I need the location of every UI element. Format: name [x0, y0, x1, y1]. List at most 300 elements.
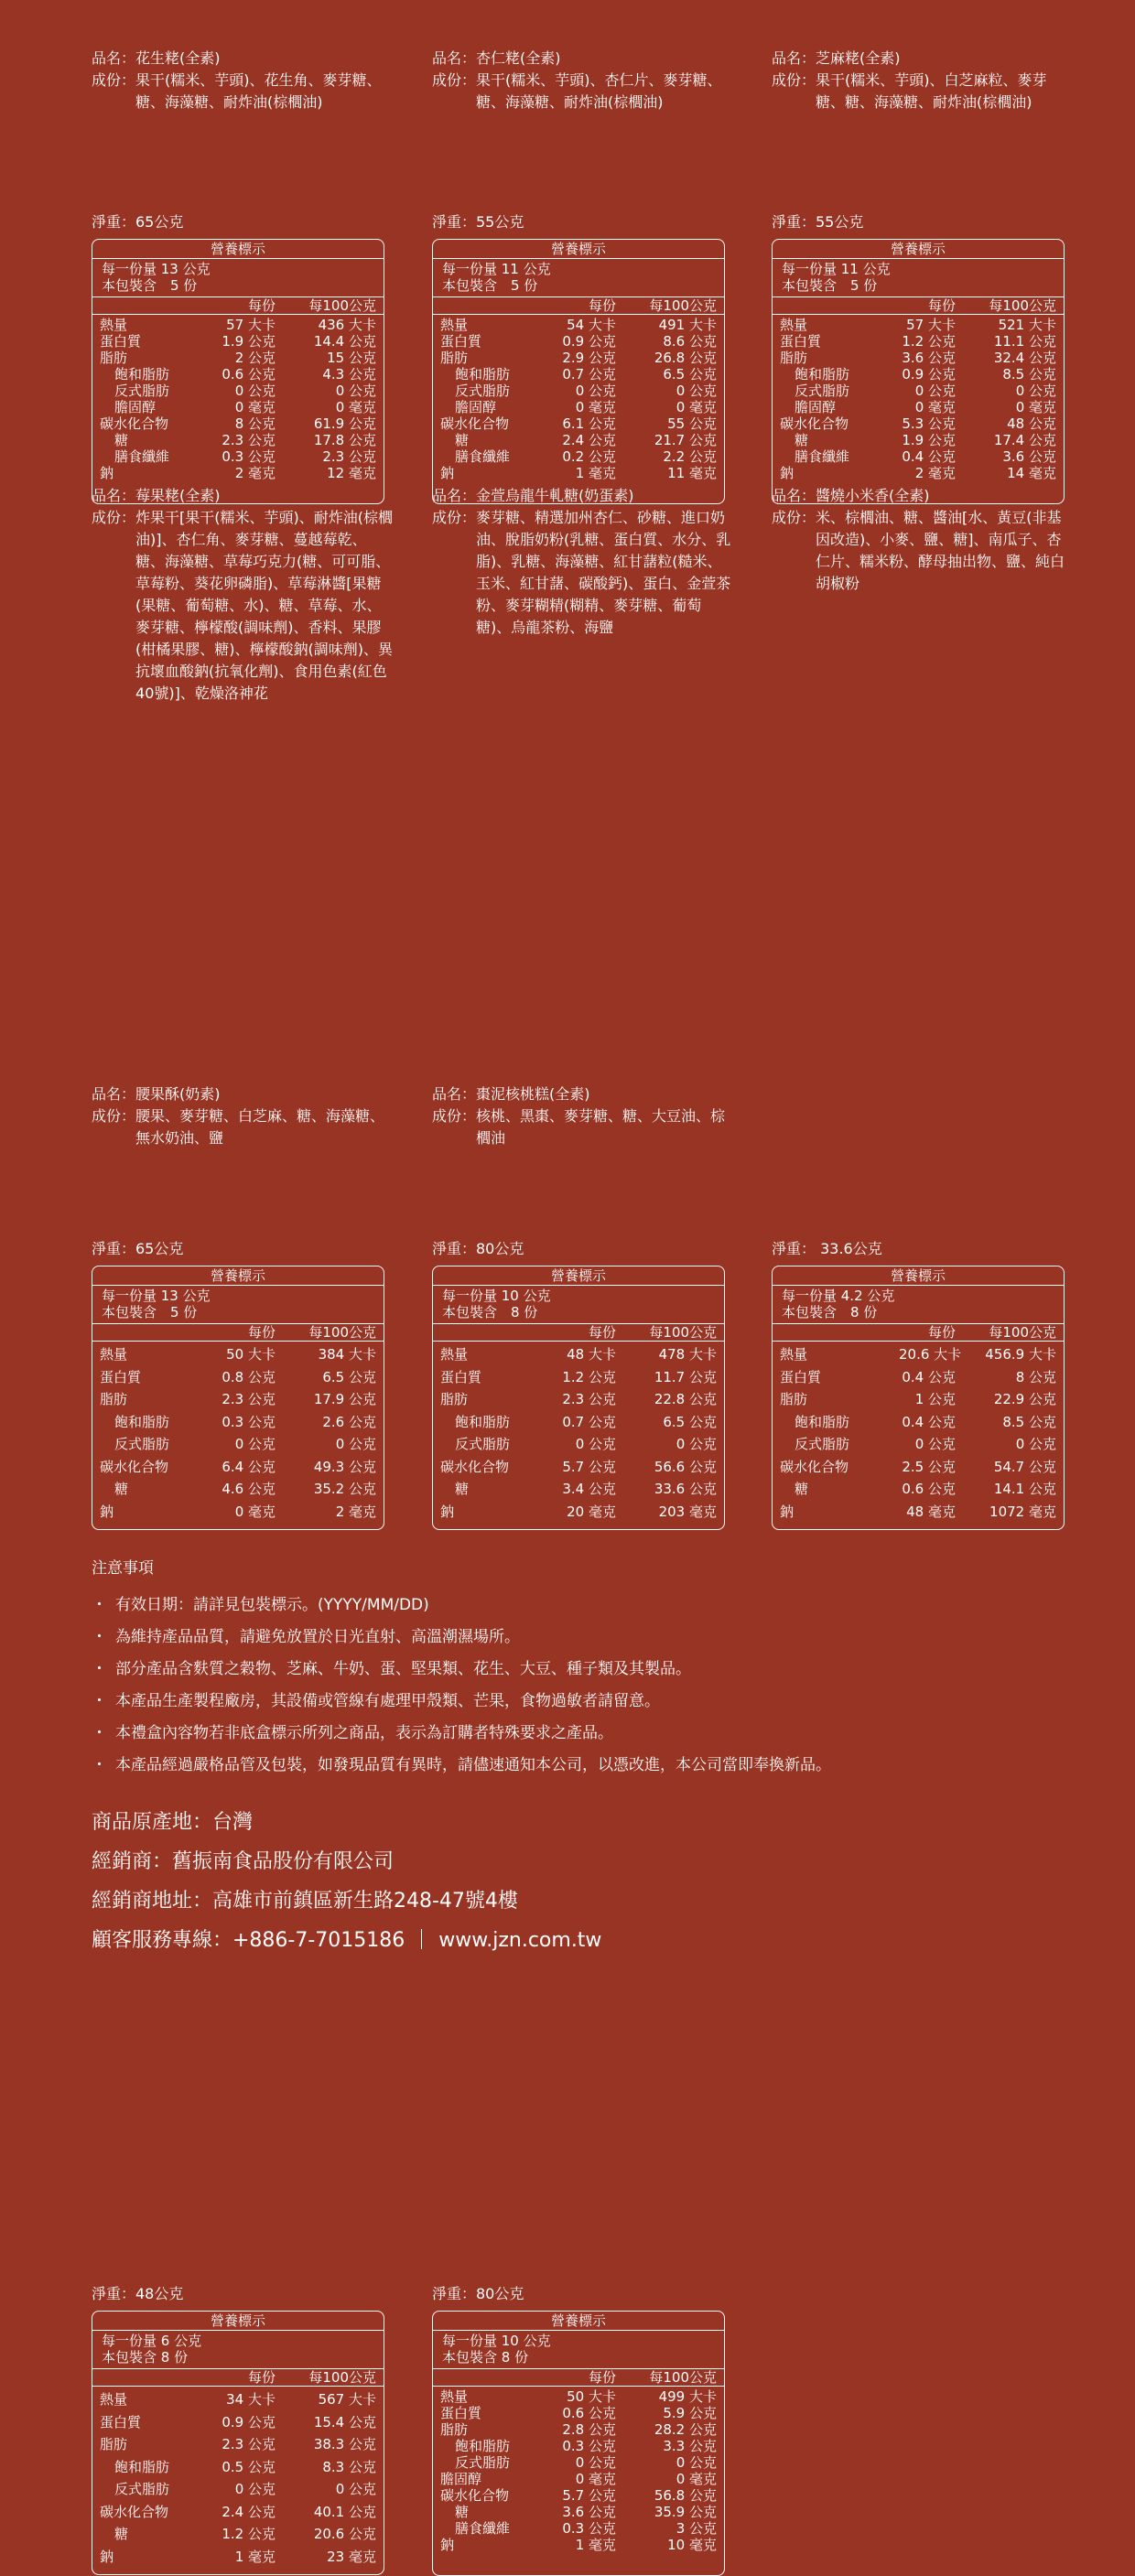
product-name [772, 485, 1074, 507]
nutrient-per-serving: 0 公克 [914, 1436, 956, 1452]
nutrient-per-100g: 35.9 公克 [654, 2504, 717, 2520]
nutrient-name: 熱量 [100, 317, 128, 333]
nutrition-title: 營養標示 [433, 1266, 724, 1286]
nutrient-name: 脂肪 [100, 2436, 128, 2452]
nutrient-per-100g: 8.6 公克 [663, 333, 717, 350]
nutrient-per-serving: 6.1 公克 [562, 415, 616, 432]
nutrient-name: 脂肪 [440, 1391, 469, 1407]
nutrient-name: 脂肪 [100, 1391, 128, 1407]
product-block [432, 48, 734, 504]
nutrient-per-serving: 0.3 公克 [222, 1413, 276, 1430]
nutrient-per-serving: 2.5 公克 [902, 1458, 956, 1475]
nutrition-title: 營養標示 [92, 2312, 384, 2331]
nutrient-per-serving: 0.7 公克 [562, 1413, 616, 1430]
nutrient-per-serving: 1 公克 [914, 1391, 956, 1407]
nutrition-header-row [433, 2368, 724, 2387]
nutrient-per-100g: 15.4 公克 [313, 2413, 376, 2430]
nutrient-per-100g: 49.3 公克 [313, 1458, 376, 1475]
nutrition-rows [92, 2387, 384, 2570]
nutrient-per-100g: 2 毫克 [335, 1503, 376, 1520]
servings-per-package: 本包裝含 8 份 [442, 1304, 538, 1320]
ingredients-text: 麥芽糖、精選加州杏仁、砂糖、進口奶油、脫脂奶粉(乳糖、蛋白質、水分、乳脂)、乳糖、海藻糖、紅甘藷粒(糙米、玉米、紅甘藷、碳酸鈣)、蛋白、金萱茶粉、麥芽糊精(糊精、麥芽糖、葡萄糖)、烏龍茶粉、海鹽 [476, 509, 731, 636]
nutrition-row [433, 2405, 724, 2421]
nutrition-row [433, 465, 724, 481]
ingredients-text: 果干(糯米、芋頭)、花生角、麥芽糖、糖、海藻糖、耐炸油(棕櫚油) [135, 71, 382, 111]
nutrient-name: 反式脂肪 [455, 383, 511, 399]
notes-item [92, 1626, 1062, 1658]
nutrient-per-100g: 23 毫克 [327, 2548, 376, 2565]
nutrient-per-serving: 0.5 公克 [222, 2458, 276, 2475]
nutrient-per-100g: 2.3 公克 [322, 448, 376, 465]
header-per-serving: 每份 [927, 1324, 956, 1341]
header-per-serving: 每份 [247, 1324, 276, 1341]
product-name-value: 杏仁粩(全素) [476, 49, 561, 67]
nutrient-per-100g: 8.5 公克 [1002, 366, 1056, 383]
nutrition-row [773, 317, 1064, 333]
nutrition-header-row [433, 296, 724, 315]
product-name-value: 莓果粩(全素) [135, 487, 221, 504]
nutrition-row [773, 415, 1064, 432]
nutrient-name: 飽和脂肪 [794, 366, 850, 383]
nutrition-row [773, 1411, 1064, 1434]
serving-size: 每一份量 4.2 公克 [782, 1288, 895, 1304]
nutrient-name: 碳水化合物 [780, 415, 849, 432]
hotline-text: 顧客服務專線：+886-7-7015186 [92, 1929, 405, 1952]
nutrient-name: 鈉 [440, 1503, 455, 1520]
nutrient-name: 膳食纖維 [455, 2520, 511, 2537]
nutrition-table [772, 239, 1065, 504]
nutrient-per-serving: 48 毫克 [906, 1503, 956, 1520]
nutrient-per-100g: 436 大卡 [318, 317, 376, 333]
nutrient-per-100g: 0 公克 [335, 1436, 376, 1452]
nutrient-per-100g: 22.9 公克 [993, 1391, 1056, 1407]
serving-size: 每一份量 11 公克 [442, 261, 551, 277]
nutrition-row [92, 2501, 384, 2524]
nutrition-row [433, 2487, 724, 2504]
product-name [432, 485, 734, 507]
ingredients-label: 成份： [772, 509, 816, 526]
nutrient-per-100g: 11 毫克 [667, 465, 717, 481]
nutrient-name: 反式脂肪 [114, 2481, 170, 2497]
nutrient-per-serving: 1 毫克 [575, 465, 616, 481]
nutrition-row [433, 448, 724, 465]
nutrient-name: 蛋白質 [440, 1368, 482, 1385]
ingredients-text: 炸果干[果干(糯米、芋頭)、耐炸油(棕櫚油)]、杏仁角、麥芽糖、蔓越莓乾、糖、海藻糖、草莓巧克力(糖、可可脂、草莓粉、葵花卵磷脂)、草莓淋醬[果糖(果糖、葡萄糖、水)、糖、草莓、水、麥芽糖、檸檬酸(調味劑)、香料、果膠(柑橘果膠、糖)、檸檬酸鈉(調味劑)、異抗壞血酸鈉(抗氧化劑)、食用色素(紅色40號)]、乾燥洛神花 [135, 509, 393, 702]
nutrient-per-100g: 0 公克 [1015, 383, 1056, 399]
header-per-100g: 每100公克 [308, 2369, 376, 2386]
nutrient-per-serving: 20 毫克 [567, 1503, 616, 1520]
product-name-label: 品名： [772, 49, 816, 67]
ingredients [92, 1105, 394, 1171]
nutrient-name: 碳水化合物 [440, 2487, 510, 2504]
nutrient-name: 碳水化合物 [100, 415, 169, 432]
nutrition-row [433, 2471, 724, 2487]
address-text: 經銷商地址：高雄市前鎮區新生路248-47號4樓 [92, 1890, 518, 1913]
product-name [92, 1083, 394, 1105]
nutrient-per-100g: 567 大卡 [318, 2391, 376, 2408]
ingredients [772, 507, 1074, 785]
nutrition-row [433, 399, 724, 415]
nutrient-per-serving: 0 公克 [234, 383, 276, 399]
bullet-icon: ・ [92, 1628, 107, 1646]
header-blank [440, 297, 559, 314]
product-name [772, 48, 1074, 70]
nutrition-row [92, 2388, 384, 2411]
nutrient-per-serving: 1.2 公克 [222, 2526, 276, 2542]
header-per-100g: 每100公克 [989, 1324, 1056, 1341]
nutrient-name: 糖 [114, 1481, 129, 1497]
nutrient-per-serving: 0.8 公克 [222, 1368, 276, 1385]
nutrient-per-serving: 0 毫克 [234, 1503, 276, 1520]
nutrient-per-serving: 0.2 公克 [562, 448, 616, 465]
nutrient-per-serving: 0 公克 [575, 1436, 616, 1452]
bullet-icon: ・ [92, 1756, 107, 1774]
serving-size: 每一份量 11 公克 [782, 261, 891, 277]
notes-item [92, 1722, 1062, 1754]
nutrition-row [433, 2537, 724, 2553]
serving-info [433, 2331, 724, 2368]
product-name [92, 485, 394, 507]
nutrient-per-100g: 0 公克 [676, 383, 717, 399]
servings-per-package: 本包裝含 5 份 [442, 277, 538, 294]
nutrient-per-serving: 1.2 公克 [902, 333, 956, 350]
nutrient-per-serving: 0 毫克 [575, 399, 616, 415]
nutrient-per-100g: 26.8 公克 [654, 350, 717, 366]
nutrient-per-serving: 0.3 公克 [222, 448, 276, 465]
header-per-100g: 每100公克 [649, 297, 717, 314]
nutrient-name: 膽固醇 [794, 399, 837, 415]
serving-info [773, 1286, 1064, 1323]
header-blank [440, 2369, 559, 2386]
nutrient-name: 飽和脂肪 [455, 1413, 511, 1430]
servings-per-package: 本包裝含 5 份 [782, 277, 878, 294]
nutrient-per-100g: 491 大卡 [658, 317, 717, 333]
nutrient-name: 飽和脂肪 [114, 366, 170, 383]
header-per-serving: 每份 [588, 1324, 616, 1341]
nutrient-name: 鈉 [440, 465, 455, 481]
nutrition-title: 營養標示 [773, 1266, 1064, 1286]
nutrient-name: 糖 [794, 1481, 809, 1497]
notes-item-text: 部分產品含麩質之穀物、芝麻、牛奶、蛋、堅果類、花生、大豆、種子類及其製品。 [115, 1660, 691, 1678]
nutrition-row [433, 432, 724, 448]
nutrient-name: 糖 [455, 432, 470, 448]
nutrient-name: 膳食纖維 [455, 448, 511, 465]
product-name-value: 金萱烏龍牛軋糖(奶蛋素) [476, 487, 634, 504]
notes-item-text: 本產品經過嚴格品管及包裝，如發現品質有異時，請儘速通知本公司，以憑改進，本公司當即奉換新品。 [115, 1756, 831, 1774]
nutrient-per-serving: 0 公克 [575, 383, 616, 399]
header-per-100g: 每100公克 [649, 1324, 717, 1341]
website-link[interactable]: www.jzn.com.tw [438, 1929, 602, 1952]
nutrient-per-100g: 61.9 公克 [313, 415, 376, 432]
nutrient-per-serving: 3.6 公克 [902, 350, 956, 366]
nutrient-name: 熱量 [780, 1346, 808, 1363]
nutrition-rows [773, 315, 1064, 483]
nutrition-row [773, 1501, 1064, 1524]
bullet-icon: ・ [92, 1596, 107, 1614]
nutrient-per-100g: 21.7 公克 [654, 432, 717, 448]
nutrient-name: 熱量 [440, 1346, 469, 1363]
notes-item-text: 本禮盒內容物若非底盒標示所列之商品，表示為訂購者特殊要求之產品。 [115, 1724, 613, 1742]
nutrient-per-100g: 38.3 公克 [313, 2436, 376, 2452]
nutrition-row [92, 2411, 384, 2434]
nutrient-per-100g: 11.1 公克 [993, 333, 1056, 350]
header-per-100g: 每100公克 [308, 1324, 376, 1341]
nutrition-row [92, 448, 384, 465]
nutrient-per-serving: 50 大卡 [567, 2388, 616, 2405]
product-name [92, 48, 394, 70]
nutrient-per-serving: 6.4 公克 [222, 1458, 276, 1475]
nutrition-title: 營養標示 [433, 240, 724, 259]
bullet-icon: ・ [92, 1660, 107, 1678]
nutrient-per-100g: 0 毫克 [1015, 399, 1056, 415]
notes-item-text: 本產品生產製程廠房，其設備或管線有處理甲殼類、芒果，食物過敏者請留意。 [115, 1692, 660, 1710]
nutrient-per-100g: 1072 毫克 [989, 1503, 1056, 1520]
nutrition-row [92, 383, 384, 399]
ingredients [432, 507, 734, 785]
nutrition-row [773, 399, 1064, 415]
nutrient-name: 碳水化合物 [780, 1458, 849, 1475]
nutrient-per-serving: 1.9 公克 [222, 333, 276, 350]
nutrient-per-serving: 0.9 公克 [562, 333, 616, 350]
nutrient-per-100g: 15 公克 [327, 350, 376, 366]
nutrient-per-100g: 499 大卡 [658, 2388, 717, 2405]
nutrition-row [433, 333, 724, 350]
nutrient-per-100g: 3.6 公克 [1002, 448, 1056, 465]
nutrient-per-100g: 40.1 公克 [313, 2503, 376, 2520]
product-name-label: 品名： [432, 487, 477, 504]
nutrient-name: 鈉 [780, 1503, 794, 1520]
notes-item-text: 為維持產品品質，請避免放置於日光直射、高溫潮濕場所。 [115, 1628, 520, 1646]
servings-per-package: 本包裝含 8 份 [442, 2349, 529, 2366]
nutrition-title: 營養標示 [92, 1266, 384, 1286]
product-name-label: 品名： [92, 1085, 136, 1103]
nutrient-per-100g: 6.5 公克 [322, 1368, 376, 1385]
nutrient-name: 蛋白質 [440, 2405, 482, 2421]
nutrient-name: 糖 [455, 1481, 470, 1497]
net-weight: 淨重：65公克 [92, 213, 184, 231]
nutrition-row [773, 1433, 1064, 1456]
nutrition-row [92, 2433, 384, 2456]
nutrient-name: 糖 [114, 2526, 129, 2542]
nutrition-row [433, 317, 724, 333]
nutrient-name: 碳水化合物 [100, 1458, 169, 1475]
nutrition-row [433, 2520, 724, 2537]
nutrient-name: 脂肪 [780, 350, 808, 366]
nutrient-per-serving: 2 毫克 [234, 465, 276, 481]
header-blank [100, 2369, 219, 2386]
nutrient-per-100g: 56.8 公克 [654, 2487, 717, 2504]
nutrient-per-100g: 14.4 公克 [313, 333, 376, 350]
nutrient-per-serving: 2.8 公克 [562, 2421, 616, 2438]
nutrient-name: 膳食纖維 [794, 448, 850, 465]
nutrition-row [773, 448, 1064, 465]
nutrient-per-100g: 17.8 公克 [313, 432, 376, 448]
nutrient-per-serving: 0.7 公克 [562, 366, 616, 383]
product-name-label: 品名： [432, 49, 477, 67]
nutrient-name: 反式脂肪 [455, 2454, 511, 2471]
nutrient-name: 碳水化合物 [100, 2503, 169, 2520]
product-name-value: 腰果酥(奶素) [135, 1085, 221, 1103]
nutrient-per-100g: 17.4 公克 [993, 432, 1056, 448]
net-weight: 淨重：55公克 [432, 213, 524, 231]
header-per-serving: 每份 [927, 297, 956, 314]
nutrient-name: 膽固醇 [440, 2471, 482, 2487]
product-name-label: 品名： [92, 49, 136, 67]
nutrient-per-100g: 22.8 公克 [654, 1391, 717, 1407]
nutrient-per-serving: 3.6 公克 [562, 2504, 616, 2520]
product-name [432, 48, 734, 70]
nutrient-per-100g: 478 大卡 [658, 1346, 717, 1363]
nutrient-name: 熱量 [440, 2388, 469, 2405]
net-weight: 淨重： 33.6公克 [772, 1240, 882, 1257]
product-name [432, 1083, 734, 1105]
serving-info [92, 259, 384, 296]
nutrient-per-serving: 50 大卡 [226, 1346, 276, 1363]
nutrient-name: 熱量 [100, 2391, 128, 2408]
nutrition-row [773, 366, 1064, 383]
nutrient-name: 飽和脂肪 [455, 366, 511, 383]
bullet-icon: ・ [92, 1692, 107, 1710]
divider [421, 1929, 422, 1949]
nutrient-per-100g: 3.3 公克 [663, 2438, 717, 2454]
nutrition-table [432, 2311, 725, 2576]
nutrition-row [92, 415, 384, 432]
nutrient-per-100g: 8.3 公克 [322, 2458, 376, 2475]
nutrient-per-serving: 2.3 公克 [222, 432, 276, 448]
nutrient-per-100g: 17.9 公克 [313, 1391, 376, 1407]
nutrient-per-serving: 2.3 公克 [222, 2436, 276, 2452]
distributor-text: 經銷商：舊振南食品股份有限公司 [92, 1850, 395, 1873]
nutrient-per-serving: 57 大卡 [906, 317, 956, 333]
nutrition-header-row [92, 2368, 384, 2387]
nutrition-header-row [92, 296, 384, 315]
header-blank [100, 297, 219, 314]
nutrient-per-100g: 0 毫克 [676, 399, 717, 415]
nutrient-name: 飽和脂肪 [114, 2458, 170, 2475]
ingredients-label: 成份： [432, 1107, 477, 1125]
nutrient-per-serving: 0 公克 [575, 2454, 616, 2471]
nutrient-per-serving: 2 毫克 [914, 465, 956, 481]
nutrient-per-serving: 2.4 公克 [222, 2503, 276, 2520]
ingredients-label: 成份： [432, 71, 477, 89]
serving-info [773, 259, 1064, 296]
nutrient-name: 反式脂肪 [114, 1436, 170, 1452]
product-name-label: 品名： [432, 1085, 477, 1103]
nutrient-name: 反式脂肪 [794, 383, 850, 399]
nutrient-per-serving: 0.4 公克 [902, 1368, 956, 1385]
nutrient-per-100g: 0 公克 [1015, 1436, 1056, 1452]
ingredients-label: 成份： [772, 71, 816, 89]
nutrition-row [773, 383, 1064, 399]
ingredients [432, 70, 734, 137]
ingredients-label: 成份： [92, 71, 136, 89]
nutrition-row [433, 2454, 724, 2471]
nutrient-per-serving: 34 大卡 [226, 2391, 276, 2408]
product-name-label: 品名： [92, 487, 136, 504]
serving-size: 每一份量 13 公克 [102, 1288, 211, 1304]
nutrient-per-serving: 0 毫克 [914, 399, 956, 415]
header-per-serving: 每份 [588, 2369, 616, 2386]
header-per-serving: 每份 [588, 297, 616, 314]
notes-item-text: 有效日期：請詳見包裝標示。(YYYY/MM/DD) [115, 1596, 429, 1614]
servings-per-package: 本包裝含 5 份 [102, 1304, 198, 1320]
net-weight: 淨重：80公克 [432, 2285, 524, 2302]
nutrient-per-100g: 55 公克 [667, 415, 717, 432]
serving-info [92, 2331, 384, 2368]
nutrient-name: 蛋白質 [100, 2413, 142, 2430]
nutrient-per-100g: 521 大卡 [998, 317, 1056, 333]
nutrient-per-serving: 0 毫克 [234, 399, 276, 415]
nutrient-per-serving: 5.7 公克 [562, 1458, 616, 1475]
nutrient-name: 反式脂肪 [114, 383, 170, 399]
nutrition-row [773, 1366, 1064, 1389]
nutrient-per-100g: 456.9 大卡 [985, 1346, 1056, 1363]
nutrient-name: 糖 [455, 2504, 470, 2520]
servings-per-package: 本包裝含 5 份 [102, 277, 198, 294]
nutrition-table [92, 239, 384, 504]
nutrition-row [433, 2438, 724, 2454]
nutrient-per-100g: 0 公克 [676, 2454, 717, 2471]
nutrient-per-100g: 5.9 公克 [663, 2405, 717, 2421]
notes-item [92, 1658, 1062, 1690]
nutrient-per-serving: 0 毫克 [575, 2471, 616, 2487]
net-weight: 淨重：80公克 [432, 1240, 524, 1257]
nutrient-per-100g: 203 毫克 [658, 1503, 717, 1520]
nutrient-per-serving: 0.4 公克 [902, 448, 956, 465]
header-per-100g: 每100公克 [989, 297, 1056, 314]
nutrient-per-100g: 54.7 公克 [993, 1458, 1056, 1475]
nutrition-row [92, 399, 384, 415]
nutrition-row [433, 383, 724, 399]
nutrient-per-100g: 6.5 公克 [663, 1413, 717, 1430]
header-per-100g: 每100公克 [308, 297, 376, 314]
nutrient-per-serving: 3.4 公克 [562, 1481, 616, 1497]
ingredients-text: 米、棕櫚油、糖、醬油[水、黃豆(非基因改造)、小麥、鹽、糖]、南瓜子、杏仁片、糯米粉、酵母抽出物、鹽、純白胡椒粉 [816, 509, 1065, 592]
nutrition-header-row [773, 296, 1064, 315]
nutrient-per-serving: 2.3 公克 [222, 1391, 276, 1407]
serving-size: 每一份量 10 公克 [442, 1288, 551, 1304]
nutrient-per-serving: 0.9 公克 [222, 2413, 276, 2430]
nutrient-per-serving: 1 毫克 [575, 2537, 616, 2553]
notes-list [92, 1594, 1062, 1786]
nutrient-per-100g: 10 毫克 [667, 2537, 717, 2553]
nutrient-per-serving: 5.7 公克 [562, 2487, 616, 2504]
net-weight: 淨重：48公克 [92, 2285, 184, 2302]
nutrient-name: 蛋白質 [780, 333, 822, 350]
ingredients-text: 腰果、麥芽糖、白芝麻、糖、海藻糖、無水奶油、鹽 [135, 1107, 385, 1147]
nutrient-name: 蛋白質 [100, 1368, 142, 1385]
serving-size: 每一份量 6 公克 [102, 2333, 202, 2349]
nutrient-per-100g: 28.2 公克 [654, 2421, 717, 2438]
product-block [772, 48, 1074, 504]
nutrient-per-serving: 4.6 公克 [222, 1481, 276, 1497]
nutrition-row [773, 350, 1064, 366]
nutrient-per-100g: 3 公克 [676, 2520, 717, 2537]
product-name-label: 品名： [772, 487, 816, 504]
nutrition-rows [773, 1342, 1064, 1525]
ingredients [432, 1105, 734, 1171]
nutrition-row [92, 432, 384, 448]
nutrient-per-serving: 20.6 大卡 [899, 1346, 962, 1363]
servings-per-package: 本包裝含 8 份 [102, 2349, 189, 2366]
nutrition-row [773, 1478, 1064, 1501]
nutrition-table [432, 239, 725, 504]
nutrient-per-100g: 56.6 公克 [654, 1458, 717, 1475]
header-per-serving: 每份 [247, 2369, 276, 2386]
nutrient-per-serving: 5.3 公克 [902, 415, 956, 432]
nutrition-rows [92, 315, 384, 483]
nutrient-name: 熱量 [780, 317, 808, 333]
